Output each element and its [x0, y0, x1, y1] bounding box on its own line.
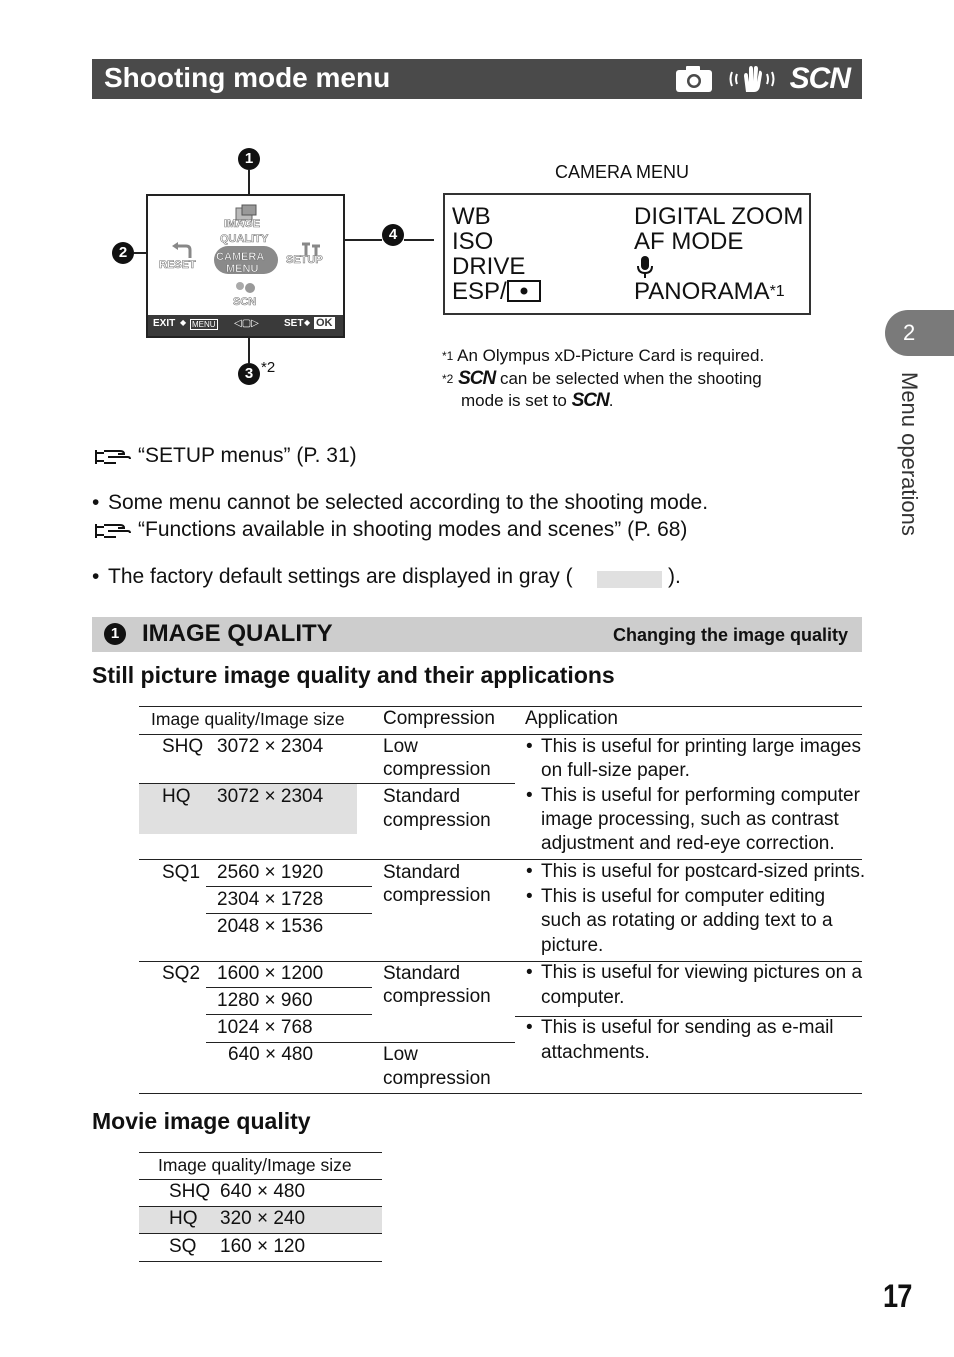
bullet-mark-2: • [92, 565, 100, 588]
row-size-hq: 3072 × 2304 [217, 786, 324, 807]
section-header-bar [92, 59, 862, 99]
comp-std-3b: compression [383, 986, 491, 1007]
bullet-factory-default-a: The factory default settings are displayed in gray ( [108, 565, 573, 588]
image-quality-section-bar [92, 617, 862, 652]
row-size-sq1-b: 2304 × 1728 [217, 889, 324, 910]
row-size-sq2-a: 1600 × 1200 [217, 963, 324, 984]
comp-std-2b: compression [383, 885, 491, 906]
default-gray-swatch [597, 571, 662, 588]
menu-item-drive: DRIVE [452, 253, 526, 280]
screen-setup: SETUP [286, 254, 323, 266]
movie-heading: Movie image quality [92, 1108, 311, 1134]
callout-3: 3 [238, 363, 260, 385]
menu-item-esp: ESP/ [452, 278, 507, 305]
app-4-line1: This is useful for computer editing [541, 886, 826, 907]
footnote-1-text: An Olympus xD-Picture Card is required. [457, 346, 765, 365]
screen-bottom-bar [148, 315, 343, 336]
movie-size-sq: 160 × 120 [220, 1236, 306, 1257]
reset-icon [170, 242, 194, 260]
screen-image-quality-line2: QUALITY [220, 233, 269, 245]
app-4-line2: such as rotating or adding text to a [541, 910, 833, 931]
movie-bottom-rule [139, 1261, 382, 1262]
reference-hand-icon-1 [94, 447, 132, 467]
movie-mode-sq: SQ [169, 1236, 197, 1257]
app-bullet-2: • [526, 785, 533, 806]
row-mode-shq: SHQ [162, 736, 204, 757]
movie-size-shq: 640 × 480 [220, 1181, 306, 1202]
callout-2: 2 [112, 242, 134, 264]
section-title: IMAGE QUALITY [142, 620, 333, 647]
app-3-line1: This is useful for postcard-sized prints. [541, 861, 866, 882]
camera-menu-box [443, 193, 811, 315]
footnote-2-mark: *2 [442, 372, 454, 386]
comp-low-1b: compression [383, 759, 491, 780]
screen-set: SET [284, 318, 304, 329]
row-mode-sq1: SQ1 [162, 862, 201, 883]
movie-mode-shq: SHQ [169, 1181, 211, 1202]
screen-exit: EXIT [153, 318, 176, 329]
app-bullet-4: • [526, 886, 533, 907]
footnote-2-line2-text: mode is set to [461, 391, 567, 410]
menu-item-wb: WB [452, 203, 491, 230]
screen-camera-menu-line2: MENU [226, 263, 259, 275]
menu-item-af-mode: AF MODE [634, 228, 744, 255]
app-bullet-6: • [526, 1017, 533, 1038]
app-6-line1: This is useful for sending as e-mail [541, 1017, 834, 1038]
screen-menu-key: MENU [192, 320, 216, 329]
screen-camera-menu-line1: CAMERA [216, 251, 265, 263]
comp-low-1a: Low [383, 736, 418, 757]
app-2-line2: image processing, such as contrast [541, 809, 839, 830]
app-bullet-3: • [526, 861, 533, 882]
footnote-2-period: . [608, 391, 614, 410]
comp-low-2b: compression [383, 1068, 491, 1089]
rule-sq2-a [206, 987, 372, 988]
movie-mode-hq: HQ [169, 1208, 198, 1229]
rule-sq1-a [206, 886, 372, 887]
rule-sq1-b [206, 913, 372, 914]
screen-scn: SCN [233, 296, 257, 308]
app-6-line2: attachments. [541, 1042, 650, 1063]
footnote-2-scn: SCN [458, 368, 496, 389]
footnote-2-text: can be selected when the shooting [499, 369, 762, 388]
menu-item-digital-zoom: DIGITAL ZOOM [634, 203, 804, 230]
screen-reset: RESET [159, 259, 196, 271]
footnote-1 [442, 345, 764, 367]
reference-functions-available: “Functions available in shooting modes and scenes” (P. 68) [138, 518, 688, 541]
header-application: Application [525, 708, 618, 729]
page-number: 17 [883, 1278, 912, 1314]
menu-item-panorama [634, 280, 785, 304]
table-bottom-rule [139, 1093, 862, 1094]
comp-low-2a: Low [383, 1044, 418, 1065]
footnote-2 [442, 368, 762, 390]
scn-mode-label: SCN [789, 62, 850, 95]
mode-icons [674, 63, 850, 95]
row-size-sq2-c: 1024 × 768 [217, 1017, 313, 1038]
app-5-line1: This is useful for viewing pictures on a [541, 962, 863, 983]
shake-reduction-icon [728, 64, 776, 94]
callout-1: 1 [238, 148, 260, 170]
menu-item-iso: ISO [452, 228, 494, 255]
reference-setup-menus: “SETUP menus” (P. 31) [138, 444, 357, 467]
row-size-sq1-a: 2560 × 1920 [217, 862, 324, 883]
app-bullet-1: • [526, 736, 533, 757]
app-2-line3: adjustment and red-eye correction. [541, 833, 835, 854]
bullet-mark-1: • [92, 491, 100, 514]
app-bullet-5: • [526, 962, 533, 983]
movie-size-hq: 320 × 240 [220, 1208, 306, 1229]
dpad-icon: ◁▢▷ [234, 318, 259, 329]
rule-shq-hq [139, 783, 515, 784]
header-quality-size: Image quality/Image size [151, 709, 345, 729]
section-subtitle: Changing the image quality [612, 625, 848, 645]
comp-std-2a: Standard [383, 862, 461, 883]
arrow-icon-2: ◆ [304, 318, 311, 327]
row-mode-hq: HQ [162, 786, 191, 807]
camera-icon [674, 64, 714, 94]
movie-header: Image quality/Image size [158, 1155, 352, 1175]
callout-4: 4 [382, 224, 404, 246]
footnote-1-mark: *1 [442, 349, 454, 363]
panorama-note: *1 [769, 283, 785, 300]
footnote-2-scn-2: SCN [571, 390, 609, 411]
header-compression: Compression [383, 708, 495, 729]
rule-sq2-b [206, 1014, 372, 1015]
chapter-number: 2 [903, 320, 916, 345]
row-size-shq: 3072 × 2304 [217, 736, 324, 757]
screen-ok-key: OK [316, 317, 333, 329]
camera-screen [146, 194, 345, 338]
app-5-line2: computer. [541, 987, 625, 1008]
chapter-label-container [896, 372, 926, 572]
row-size-sq2-d: 640 × 480 [228, 1044, 314, 1065]
scn-icon [234, 280, 258, 296]
app-2-line1: This is useful for performing computer [541, 785, 860, 806]
reference-hand-icon-2 [94, 521, 132, 541]
spot-metering-icon [507, 280, 541, 302]
page-title: Shooting mode menu [104, 62, 391, 93]
callout-4-line-right [404, 239, 434, 241]
screen-image-quality-line1: IMAGE [224, 218, 261, 230]
panorama-label: PANORAMA [634, 278, 770, 305]
microphone-icon [636, 255, 654, 279]
footnote-2-line2 [461, 390, 613, 412]
callout-3-note: *2 [261, 359, 276, 376]
row-size-sq2-b: 1280 × 960 [217, 990, 313, 1011]
bullet-factory-default-b: ). [668, 565, 681, 588]
section-number: 1 [104, 623, 126, 645]
arrow-icon: ◆ [180, 318, 187, 327]
comp-std-1b: compression [383, 810, 491, 831]
row-size-sq1-c: 2048 × 1536 [217, 916, 324, 937]
comp-std-1a: Standard [383, 786, 461, 807]
bullet-menu-restriction: Some menu cannot be selected according to the shooting mode. [108, 491, 709, 514]
chapter-label: Menu operations [897, 372, 922, 536]
chapter-tab [885, 310, 954, 356]
still-heading: Still picture image quality and their applications [92, 662, 615, 688]
camera-menu-title: CAMERA MENU [555, 162, 690, 182]
app-4-line3: picture. [541, 935, 604, 956]
movie-rule-2 [139, 1233, 382, 1234]
row-mode-sq2: SQ2 [162, 963, 201, 984]
comp-std-3a: Standard [383, 963, 461, 984]
app-1-line2: on full-size paper. [541, 760, 690, 781]
app-1-line1: This is useful for printing large images [541, 736, 861, 757]
